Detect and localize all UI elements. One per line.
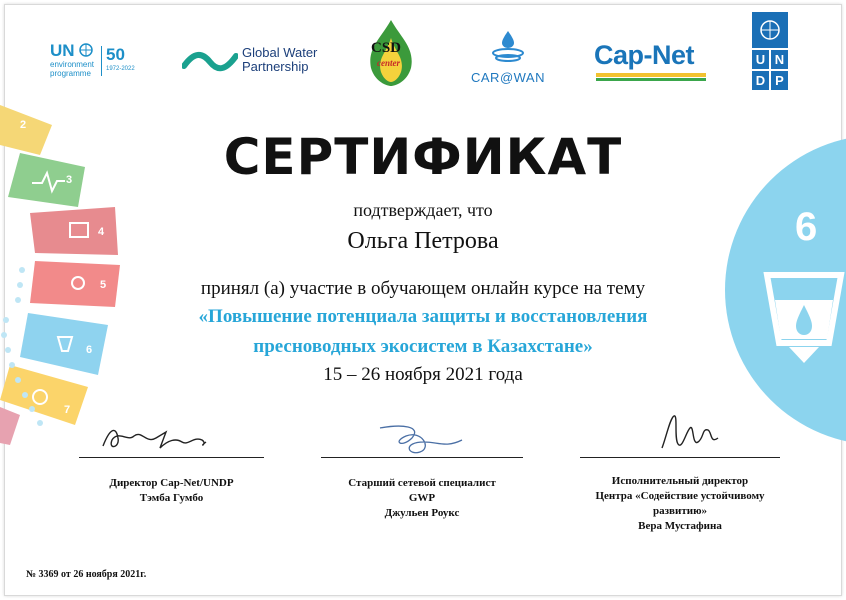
signatory-2-name: Джульен Роукс [384, 507, 460, 519]
signatory-1-role: Директор Cap-Net/UNDP [109, 477, 234, 489]
partner-logos [0, 0, 846, 100]
signatory-2-role: Старший сетевой специалист [348, 477, 496, 489]
unep-line1: environment [50, 60, 95, 69]
course-dates: 15 – 26 ноября 2021 года [323, 364, 523, 385]
course-title-line1: «Повышение потенциала защиты и восстановления [198, 306, 648, 327]
capnet-logo [594, 40, 712, 82]
sdg-segment-8 [0, 407, 20, 445]
un-emblem-icon [756, 16, 784, 44]
sdg-number-4: 4 [98, 226, 105, 238]
carawan-label: CAR@WAN [471, 70, 545, 85]
signatory-3-org-line2: развитию» [653, 505, 707, 517]
undp-letter-p: P [771, 71, 788, 90]
undp-letter-n: N [771, 50, 788, 69]
unep-fifty: 50 [106, 45, 125, 64]
confirms-text: подтверждает, что [353, 200, 493, 220]
sdg-number-5: 5 [100, 279, 107, 291]
sdg-number-2: 2 [20, 119, 27, 131]
csd-sub-label: center [377, 58, 400, 68]
signatory-1-name: Тэмба Гумбо [139, 492, 204, 504]
signature-line-2 [321, 457, 523, 458]
gwp-line1: Global Water [242, 45, 318, 60]
signature-1 [98, 418, 218, 458]
signatory-1 [79, 476, 264, 506]
signatory-2-org: GWP [408, 492, 436, 504]
signatory-2 [321, 476, 523, 521]
recipient-name: Ольга Петрова [347, 228, 499, 254]
carawan-logo [463, 30, 553, 90]
gwp-line2: Partnership [242, 59, 309, 74]
signature-line-1 [79, 457, 264, 458]
signature-2 [372, 418, 472, 458]
signatory-3-role: Исполнительный директор [611, 475, 749, 487]
csd-label: CSD [371, 40, 402, 56]
capnet-label: Cap-Net [594, 40, 695, 70]
signatory-3 [568, 474, 792, 534]
unep-line2: programme [50, 69, 91, 78]
certificate-number: № 3369 от 26 ноября 2021г. [26, 569, 147, 580]
sdg-number-3: 3 [66, 174, 73, 186]
signatory-3-name: Вера Мустафина [638, 520, 722, 532]
gwp-wave-icon [182, 48, 238, 74]
participation-text: принял (а) участие в обучающем онлайн курсе на тему [200, 278, 646, 299]
unep-years: 1972-2022 [106, 66, 135, 72]
sdg-number-7: 7 [64, 404, 71, 416]
undp-letter-u: U [752, 50, 769, 69]
signatory-3-org-line1: Центра «Содействие устойчивому [595, 490, 765, 502]
unep-un-label: UN [50, 41, 75, 60]
un-globe-icon [79, 43, 93, 57]
gwp-logo [182, 44, 332, 78]
course-title-line2: пресноводных экосистем в Казахстане» [253, 336, 593, 357]
unep-logo [50, 42, 145, 82]
certificate-title: СЕРТИФИКАТ [223, 128, 623, 186]
water-drop-icon [491, 30, 525, 64]
sdg6-number: 6 [795, 205, 818, 249]
csd-center-logo [365, 18, 417, 88]
signature-3 [652, 408, 732, 458]
sdg-number-6: 6 [86, 344, 93, 356]
signature-line-3 [580, 457, 780, 458]
undp-letter-d: D [752, 71, 769, 90]
undp-logo [752, 12, 788, 90]
